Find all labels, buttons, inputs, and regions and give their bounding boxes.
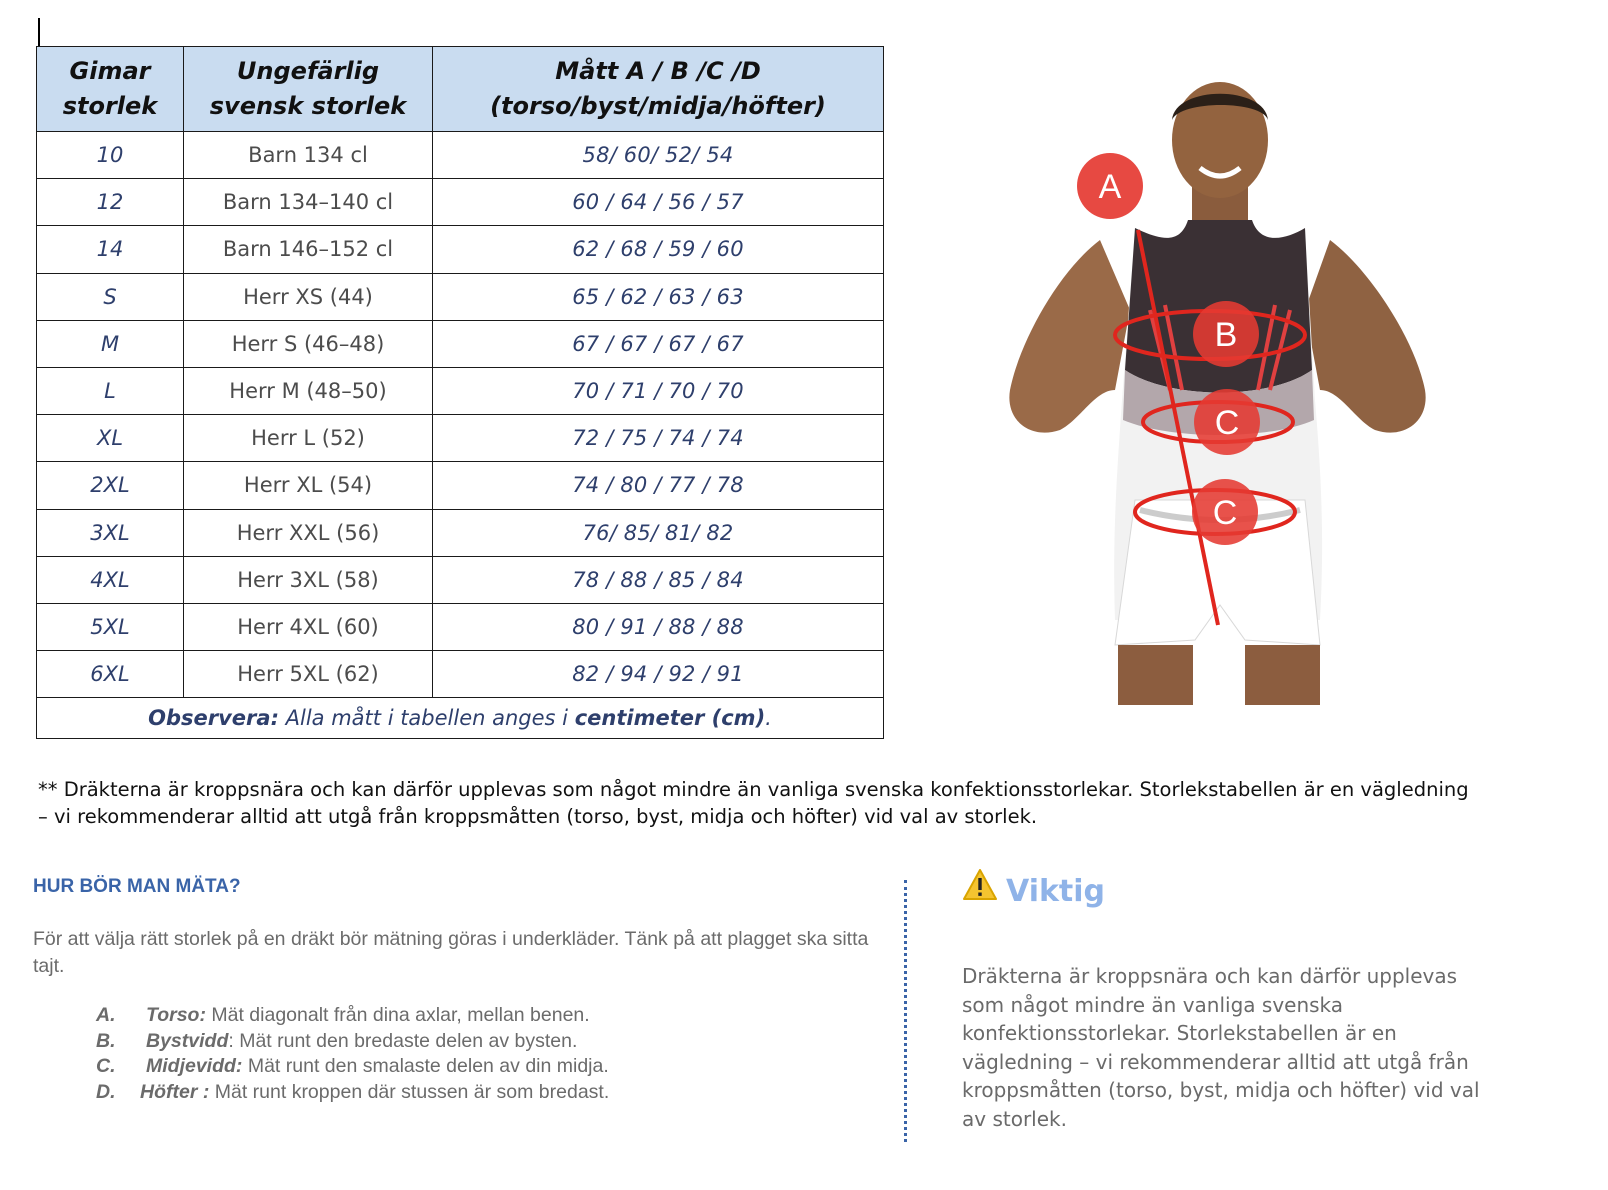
- swedish-size-cell: Herr XXL (56): [184, 509, 433, 556]
- size-cell: 2XL: [37, 462, 184, 509]
- text-cursor: [38, 18, 40, 46]
- size-cell: 10: [37, 132, 184, 179]
- swedish-size-cell: Barn 146–152 cl: [184, 226, 433, 273]
- size-cell: 14: [37, 226, 184, 273]
- marker-b-label: B: [1214, 316, 1238, 354]
- measurements-cell: 70 / 71 / 70 / 70: [433, 367, 884, 414]
- swedish-size-cell: Herr 5XL (62): [184, 651, 433, 698]
- footnote: ** Dräkterna är kroppsnära och kan därför upplevas som något mindre än vanliga svenska konfektionsstorlekar. Storlekstabellen är en vägledning – vi rekommenderar alltid att utgå från kroppsmåtten (torso, byst, midja och höfter) vid val av storlek.: [38, 778, 1469, 828]
- size-cell: L: [37, 367, 184, 414]
- right-arm: [1305, 240, 1426, 433]
- table-row: [37, 509, 884, 556]
- size-cell: 5XL: [37, 603, 184, 650]
- size-cell: 3XL: [37, 509, 184, 556]
- section-divider: [904, 880, 907, 1142]
- marker-a-label: A: [1098, 168, 1122, 206]
- swedish-size-cell: Herr XL (54): [184, 462, 433, 509]
- swedish-size-cell: Herr 3XL (58): [184, 556, 433, 603]
- how-to-measure-intro: För att välja rätt storlek på en dräkt bör mätning göras i underkläder. Tänk på att plagget ska sitta tajt.: [33, 928, 869, 977]
- size-cell: 6XL: [37, 651, 184, 698]
- table-row: [37, 226, 884, 273]
- measurements-cell: 65 / 62 / 63 / 63: [433, 273, 884, 320]
- measurements-cell: 80 / 91 / 88 / 88: [433, 603, 884, 650]
- table-row: [37, 320, 884, 367]
- list-item: C. Midjevidd: Mät runt den smalaste delen av din midja.: [96, 1055, 609, 1077]
- measurements-cell: 82 / 94 / 92 / 91: [433, 651, 884, 698]
- swedish-size-cell: Barn 134–140 cl: [184, 179, 433, 226]
- left-arm: [1009, 240, 1130, 433]
- table-header-row: [37, 47, 884, 132]
- swedish-size-cell: Herr 4XL (60): [184, 603, 433, 650]
- measurements-cell: 62 / 68 / 59 / 60: [433, 226, 884, 273]
- header-swedish-size: Ungefärlig svensk storlek: [184, 47, 433, 132]
- measurements-cell: 78 / 88 / 85 / 84: [433, 556, 884, 603]
- size-cell: 12: [37, 179, 184, 226]
- swedish-size-cell: Herr S (46–48): [184, 320, 433, 367]
- measurements-cell: 60 / 64 / 56 / 57: [433, 179, 884, 226]
- header-measurements: Mått A / B /C /D (torso/byst/midja/höfter): [433, 47, 884, 132]
- table-note: Observera: Alla mått i tabellen anges i centimeter (cm).: [37, 698, 884, 739]
- measurements-cell: 72 / 75 / 74 / 74: [433, 415, 884, 462]
- measurement-figure: [1000, 60, 1440, 710]
- swedish-size-cell: Herr XS (44): [184, 273, 433, 320]
- table-row: [37, 273, 884, 320]
- table-row: [37, 462, 884, 509]
- table-row: [37, 651, 884, 698]
- table-row: [37, 415, 884, 462]
- measurements-cell: 67 / 67 / 67 / 67: [433, 320, 884, 367]
- how-to-measure-title: HUR BÖR MAN MÄTA?: [33, 876, 241, 897]
- header-gimar-size: Gimar storlek: [37, 47, 184, 132]
- table-row: [37, 367, 884, 414]
- marker-c-waist-label: C: [1214, 404, 1240, 442]
- list-item: D. Höfter : Mät runt kroppen där stussen är som bredast.: [96, 1080, 610, 1103]
- important-title: Viktig: [1006, 874, 1106, 909]
- measurements-cell: 58/ 60/ 52/ 54: [433, 132, 884, 179]
- measurements-cell: 74 / 80 / 77 / 78: [433, 462, 884, 509]
- table-row: [37, 556, 884, 603]
- size-cell: 4XL: [37, 556, 184, 603]
- warning-icon: [962, 868, 998, 902]
- swedish-size-cell: Herr L (52): [184, 415, 433, 462]
- table-row: [37, 179, 884, 226]
- measurements-cell: 76/ 85/ 81/ 82: [433, 509, 884, 556]
- swedish-size-cell: Herr M (48–50): [184, 367, 433, 414]
- marker-c-hip-label: C: [1212, 494, 1238, 532]
- important-text: Dräkterna är kroppsnära och kan därför upplevas som något mindre än vanliga svenska konfektionsstorlekar. Storlekstabellen är en vägledning – vi rekommenderar alltid att utgå från kroppsmåtten (torso, byst, midja och höfter) vid val av storlek.: [962, 964, 1480, 1131]
- size-cell: S: [37, 273, 184, 320]
- table-row: [37, 603, 884, 650]
- size-cell: M: [37, 320, 184, 367]
- list-item: A. Torso: Mät diagonalt från dina axlar, mellan benen.: [96, 1004, 590, 1026]
- size-cell: XL: [37, 415, 184, 462]
- table-row: [37, 132, 884, 179]
- table-note-row: [37, 698, 884, 739]
- list-item: B. Bystvidd: Mät runt den bredaste delen av bysten.: [96, 1029, 578, 1052]
- size-table: [36, 46, 884, 739]
- swedish-size-cell: Barn 134 cl: [184, 132, 433, 179]
- measure-list: [96, 1003, 609, 1105]
